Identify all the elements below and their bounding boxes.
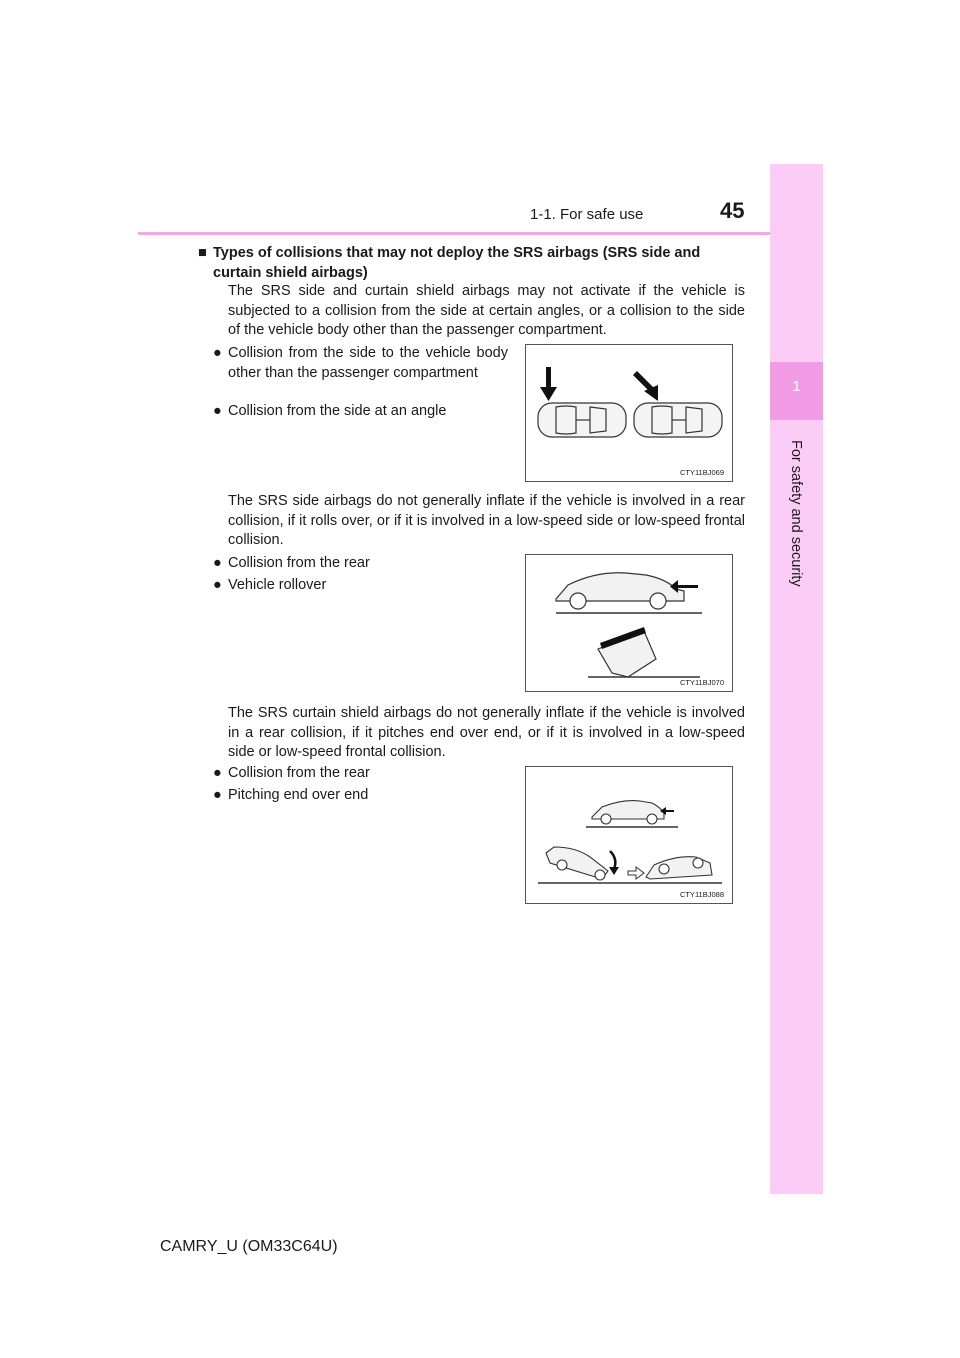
bullet-marker: ● bbox=[213, 787, 222, 803]
list-item bbox=[213, 402, 508, 422]
bullet-marker: ● bbox=[213, 765, 222, 781]
impact-arrows bbox=[540, 367, 658, 401]
section-label: 1-1. For safe use bbox=[530, 206, 644, 223]
figure-rear-rollover bbox=[525, 554, 733, 692]
chapter-side-tab bbox=[770, 164, 823, 1194]
bullet-marker: ● bbox=[213, 577, 222, 593]
paragraph: The SRS side and curtain shield airbags may not activate if the vehicle is subjected to a collision from the side at certain angles, or a collision to the side of the vehicle body other than the passenger compartment. bbox=[228, 283, 745, 338]
list-item bbox=[213, 764, 508, 784]
page-number: 45 bbox=[720, 198, 745, 223]
list-item bbox=[213, 344, 508, 383]
list-item-text: Collision from the rear bbox=[228, 765, 370, 781]
figure-side-collision bbox=[525, 344, 733, 482]
heading-marker: ■ bbox=[198, 245, 207, 261]
figure-code: CTY11BJ070 bbox=[679, 678, 724, 687]
figure-code: CTY11BJ069 bbox=[679, 468, 724, 477]
section-heading bbox=[198, 243, 745, 283]
bullet-marker: ● bbox=[213, 403, 222, 419]
bullet-marker: ● bbox=[213, 345, 222, 361]
chapter-number: 1 bbox=[792, 378, 801, 395]
figure-rear-pitching bbox=[525, 766, 733, 904]
list-item bbox=[213, 554, 508, 574]
rear-rollover-illustration bbox=[526, 555, 732, 691]
list-item-text: Pitching end over end bbox=[228, 787, 369, 803]
figure-code: CTY11BJ088 bbox=[679, 890, 724, 899]
rear-pitching-illustration bbox=[526, 767, 732, 903]
footer-model-code: CAMRY_U (OM33C64U) bbox=[160, 1238, 338, 1255]
side-collision-illustration bbox=[526, 345, 732, 481]
paragraph: The SRS side airbags do not generally inflate if the vehicle is involved in a rear collision, if it rolls over, or if it is involved in a low-speed side or low-speed frontal collision. bbox=[228, 493, 745, 548]
list-item bbox=[213, 786, 508, 806]
list-item-text: Collision from the side to the vehicle body other than the passenger compartment bbox=[228, 345, 508, 381]
list-item-text: Collision from the side at an angle bbox=[228, 403, 447, 419]
list-item-text: Collision from the rear bbox=[228, 555, 370, 571]
list-item-text: Vehicle rollover bbox=[228, 577, 327, 593]
paragraph: The SRS curtain shield airbags do not generally inflate if the vehicle is involved in a rear collision, if it pitches end over end, or if it is involved in a low-speed side or low-speed frontal collision. bbox=[228, 705, 745, 760]
list-item bbox=[213, 576, 508, 596]
chapter-title: For safety and security bbox=[788, 440, 804, 587]
bullet-marker: ● bbox=[213, 555, 222, 571]
heading-text: Types of collisions that may not deploy the SRS airbags (SRS side and curtain shield airbags) bbox=[213, 245, 701, 281]
header-rule bbox=[138, 232, 823, 235]
